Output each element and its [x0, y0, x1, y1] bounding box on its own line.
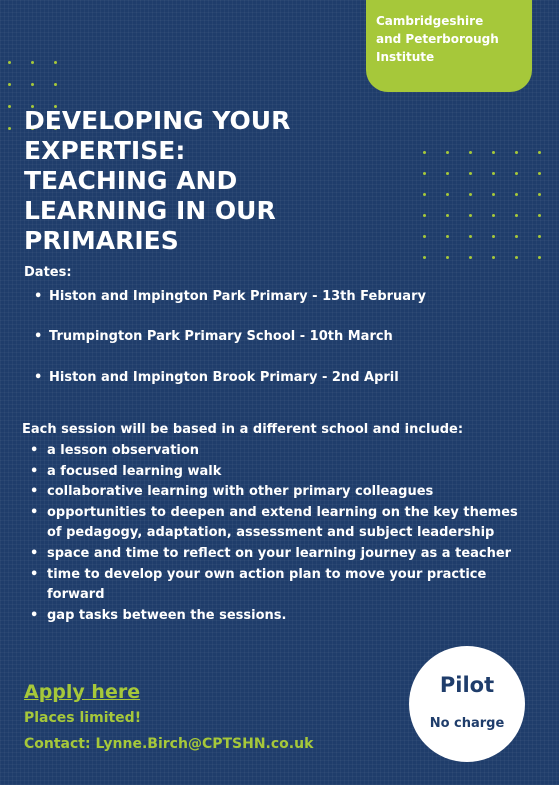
decorative-dot	[423, 151, 426, 154]
institute-badge	[366, 0, 532, 92]
title-line: TEACHING AND	[24, 166, 238, 195]
decorative-dot	[492, 172, 495, 175]
decorative-dot	[423, 235, 426, 238]
decorative-dot	[446, 214, 449, 217]
list-item: • time to develop your own action plan to move your practice forward	[30, 565, 535, 606]
contact-text: Contact: Lynne.Birch@CPTSHN.co.uk	[24, 736, 314, 752]
decorative-dot	[469, 172, 472, 175]
sessions-list	[30, 441, 535, 626]
decorative-dot	[538, 235, 541, 238]
date-item: • Histon and Impington Park Primary - 13th February	[34, 289, 426, 304]
badge-line: Institute	[376, 50, 435, 64]
decorative-dot	[54, 83, 57, 86]
list-item: • a focused learning walk	[30, 462, 535, 483]
decorative-dot	[515, 214, 518, 217]
title-line: EXPERTISE:	[24, 136, 186, 165]
title-line: LEARNING IN OUR	[24, 196, 276, 225]
decorative-dot	[423, 214, 426, 217]
decorative-dot	[492, 235, 495, 238]
decorative-dot	[515, 172, 518, 175]
decorative-dot	[538, 151, 541, 154]
decorative-dot	[515, 151, 518, 154]
decorative-dot	[469, 235, 472, 238]
decorative-dot	[492, 256, 495, 259]
title-line: DEVELOPING YOUR	[24, 106, 291, 135]
badge-line: Cambridgeshire	[376, 14, 484, 28]
decorative-dot	[423, 193, 426, 196]
decorative-dot	[54, 61, 57, 64]
apply-here-link[interactable]: Apply here	[24, 681, 141, 703]
date-item: • Trumpington Park Primary School - 10th March	[34, 329, 393, 344]
pilot-subtitle: No charge	[429, 716, 505, 731]
dates-label: Dates:	[24, 265, 72, 280]
decorative-dot	[515, 193, 518, 196]
decorative-dot	[446, 193, 449, 196]
decorative-dot	[31, 61, 34, 64]
decorative-dot	[446, 256, 449, 259]
list-item: • opportunities to deepen and extend learning on the key themes of pedagogy, adaptation, assessment and subject leadership	[30, 503, 535, 544]
pilot-badge	[409, 646, 525, 762]
decorative-dot	[8, 61, 11, 64]
decorative-dot	[492, 151, 495, 154]
decorative-dot	[423, 172, 426, 175]
decorative-dot	[446, 172, 449, 175]
decorative-dot	[538, 214, 541, 217]
list-item: • collaborative learning with other primary colleagues	[30, 482, 535, 503]
date-item: • Histon and Impington Brook Primary - 2nd April	[34, 370, 399, 385]
pilot-title: Pilot	[439, 673, 495, 697]
decorative-dot	[538, 172, 541, 175]
decorative-dot	[8, 105, 11, 108]
places-limited-text: Places limited!	[24, 710, 142, 726]
decorative-dot	[515, 235, 518, 238]
page-title	[24, 106, 344, 256]
decorative-dot	[469, 214, 472, 217]
decorative-dot	[469, 256, 472, 259]
badge-line: and Peterborough	[376, 32, 499, 46]
decorative-dot	[446, 151, 449, 154]
decorative-dot	[515, 256, 518, 259]
decorative-dot	[538, 193, 541, 196]
list-item: • space and time to reflect on your learning journey as a teacher	[30, 544, 535, 565]
list-item: • a lesson observation	[30, 441, 535, 462]
decorative-dot	[446, 235, 449, 238]
decorative-dot	[423, 256, 426, 259]
decorative-dot	[469, 151, 472, 154]
decorative-dot	[538, 256, 541, 259]
decorative-dot	[8, 83, 11, 86]
title-line: PRIMARIES	[24, 226, 179, 255]
decorative-dot	[492, 214, 495, 217]
decorative-dot	[469, 193, 472, 196]
decorative-dot	[492, 193, 495, 196]
list-item: • gap tasks between the sessions.	[30, 606, 535, 627]
decorative-dot	[8, 127, 11, 130]
sessions-intro: Each session will be based in a different school and include:	[22, 422, 464, 437]
decorative-dot	[31, 83, 34, 86]
